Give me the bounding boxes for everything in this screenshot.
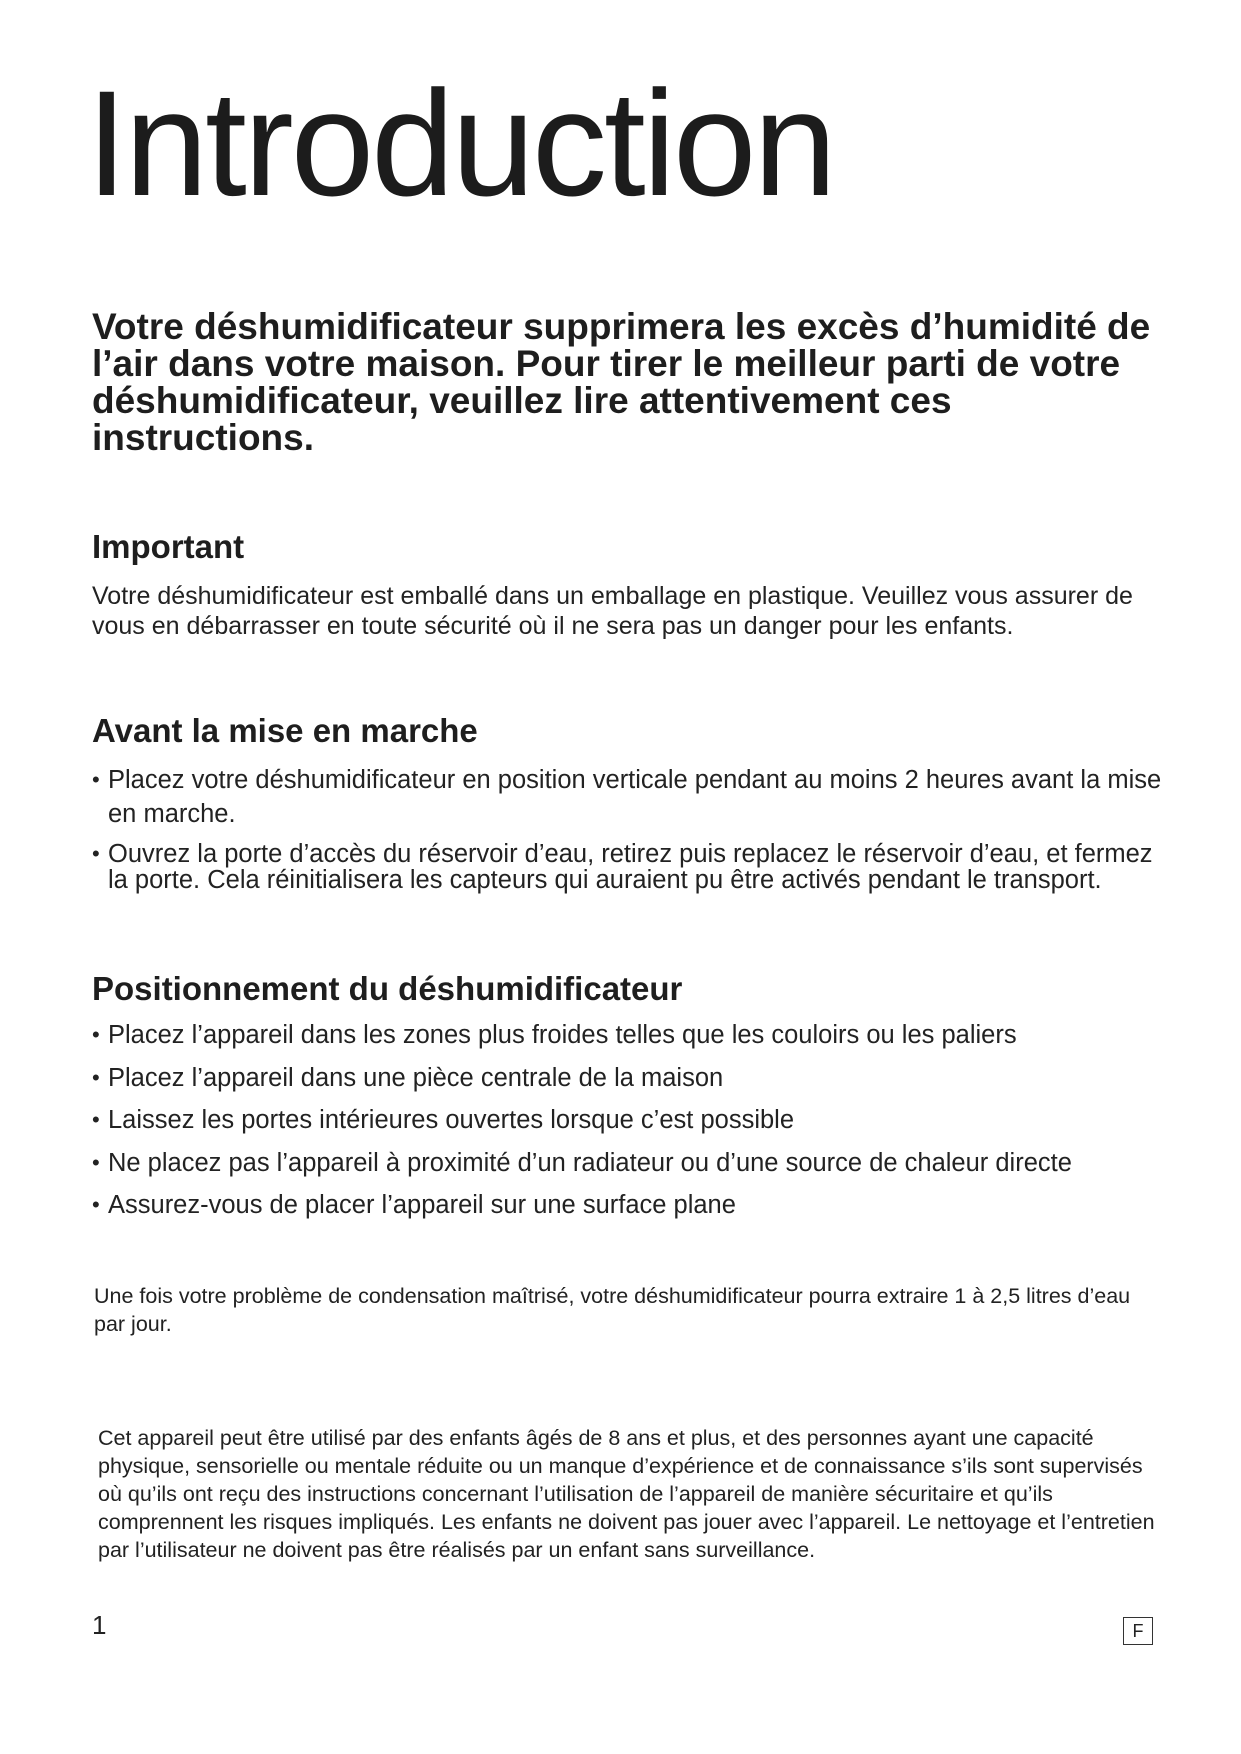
bullet-icon: • bbox=[92, 767, 100, 792]
list-item bbox=[92, 1099, 1172, 1142]
positioning-list bbox=[92, 1014, 1172, 1227]
list-item-text: Placez l’appareil dans une pièce centrale de la maison bbox=[108, 1063, 724, 1092]
list-item-text: Placez l’appareil dans les zones plus froides telles que les couloirs ou les paliers bbox=[108, 1021, 1017, 1049]
list-item bbox=[92, 841, 1172, 893]
page-number: 1 bbox=[92, 1610, 107, 1640]
list-item-text: Ouvrez la porte d’accès du réservoir d’eau, retirez puis replacez le réservoir d’eau, et fermez la porte. Cela réinitialisera les capteurs qui auraient pu être activés pendant le transport. bbox=[108, 840, 1153, 894]
bullet-icon: • bbox=[92, 1022, 100, 1047]
list-item bbox=[92, 1184, 1172, 1227]
list-item bbox=[92, 1142, 1172, 1185]
list-item-text: Assurez-vous de placer l’appareil sur une surface plane bbox=[108, 1191, 736, 1219]
safety-note: Cet appareil peut être utilisé par des enfants âgés de 8 ans et plus, et des personnes ayant une capacité physique, sensorielle ou mentale réduite ou un manque d’expérience et de connaissance s’ils sont supervisés où qu’ils ont reçu des instructions concernant l’utilisation de l’appareil de manière sécuritaire et qu’ils comprennent les risques impliqués. Les enfants ne doivent pas jouer avec l’appareil. Le nettoyage et l’entretien par l’utilisateur ne doivent pas être réalisés par un enfant sans surveillance. bbox=[98, 1426, 1155, 1562]
positioning-heading: Positionnement du déshumidificateur bbox=[92, 970, 683, 1007]
list-item-text: Placez votre déshumidificateur en position verticale pendant au moins 2 heures avant la mise en marche. bbox=[108, 766, 1162, 828]
language-badge: F bbox=[1123, 1617, 1153, 1645]
important-text: Votre déshumidificateur est emballé dans un emballage en plastique. Veuillez vous assurer de vous en débarrasser en toute sécurité où il ne sera pas un danger pour les enfants. bbox=[92, 582, 1133, 640]
before-start-heading: Avant la mise en marche bbox=[92, 712, 478, 749]
list-item-text: Ne placez pas l’appareil à proximité d’un radiateur ou d’une source de chaleur directe bbox=[108, 1148, 1072, 1177]
important-heading: Important bbox=[92, 528, 245, 565]
before-start-list bbox=[92, 763, 1172, 893]
list-item bbox=[92, 1057, 1172, 1100]
bullet-icon: • bbox=[92, 1107, 100, 1132]
bullet-icon: • bbox=[92, 1192, 100, 1217]
intro-paragraph: Votre déshumidificateur supprimera les excès d’humidité de l’air dans votre maison. Pour tirer le meilleur parti de votre déshumidificateur, veuillez lire attentivement ces instructions. bbox=[92, 306, 1151, 458]
bullet-icon: • bbox=[92, 841, 100, 866]
list-item-text: Laissez les portes intérieures ouvertes lorsque c’est possible bbox=[108, 1106, 795, 1134]
list-item bbox=[92, 763, 1172, 831]
capacity-note: Une fois votre problème de condensation maîtrisé, votre déshumidificateur pourra extraire 1 à 2,5 litres d’eau par jour. bbox=[94, 1284, 1131, 1336]
list-item bbox=[92, 1014, 1172, 1057]
page-title: Introduction bbox=[86, 59, 834, 227]
bullet-icon: • bbox=[92, 1149, 100, 1175]
bullet-icon: • bbox=[92, 1064, 100, 1090]
